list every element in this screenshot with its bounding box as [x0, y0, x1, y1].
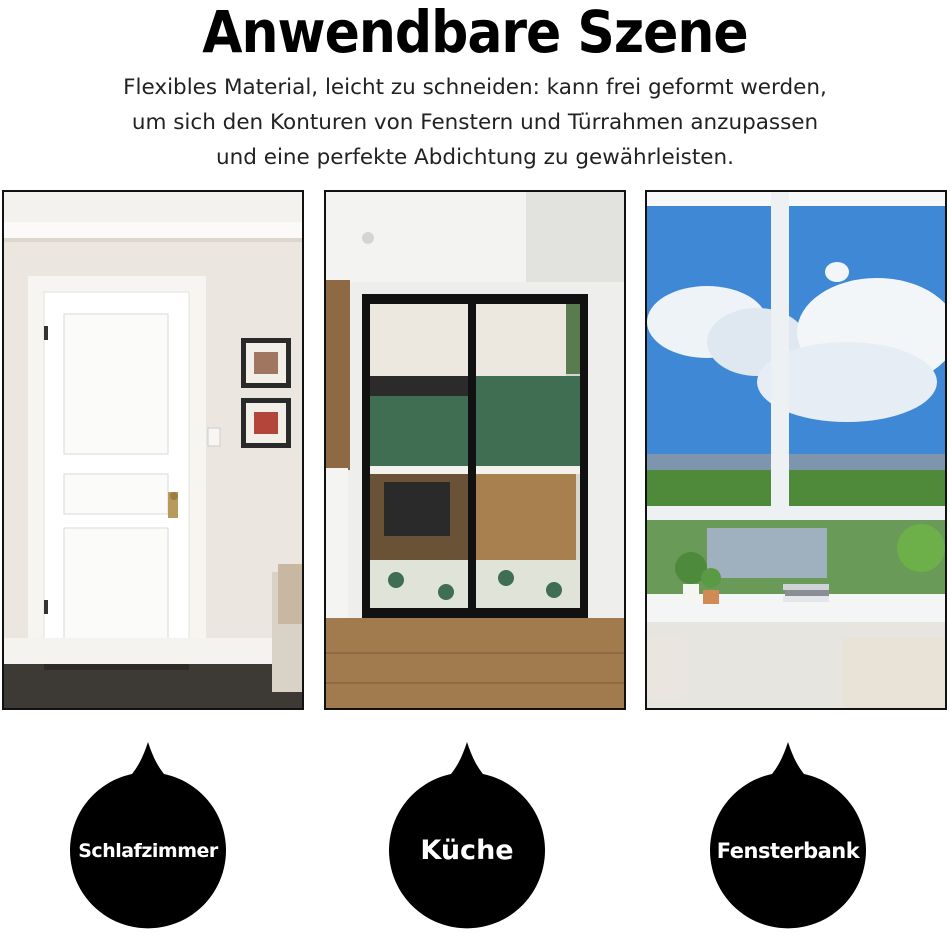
bedroom-door-photo [2, 190, 304, 710]
windowsill-photo [645, 190, 947, 710]
scene-badge-kitchen [387, 740, 547, 934]
description-line: Flexibles Material, leicht zu schneiden: kann frei geformt werden, [123, 75, 827, 100]
kitchen-sliding-door-photo [324, 190, 626, 710]
scene-label: Schlafzimmer [78, 840, 218, 862]
description [40, 70, 910, 175]
page-title: Anwendbare Szene [202, 0, 748, 67]
scene-label: Küche [420, 835, 514, 866]
description-line: und eine perfekte Abdichtung zu gewährleisten. [215, 145, 734, 170]
scene-badge-bedroom [68, 740, 228, 934]
scene-label: Fensterbank [716, 839, 860, 863]
scene-badge-windowsill [708, 740, 868, 934]
description-line: um sich den Konturen von Fenstern und Türrahmen anzupassen [131, 110, 819, 135]
